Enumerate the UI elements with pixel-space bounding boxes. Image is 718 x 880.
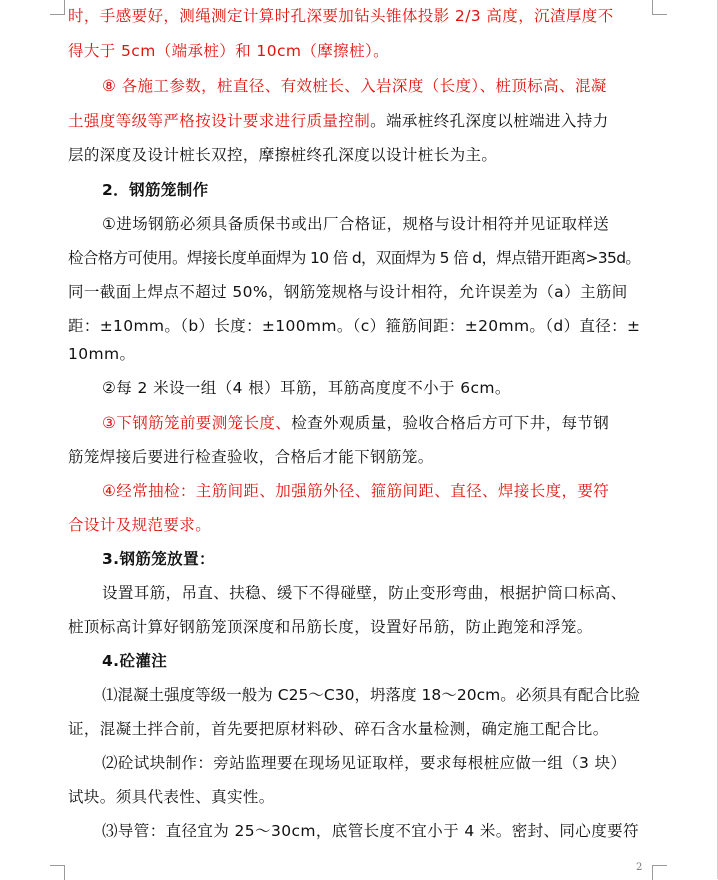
margin-corner-top-left — [50, 0, 65, 15]
paragraph-line: 合设计及规范要求。 — [68, 516, 212, 534]
section-heading: 3.钢筋笼放置： — [102, 550, 215, 568]
paragraph-line: ②每 2 米设一组（4 根）耳筋，耳筋高度度不小于 6cm。 — [102, 379, 511, 397]
paragraph-line: 桩顶标高计算好钢筋笼顶深度和吊筋长度，设置好吊筋，防止跑笼和浮笼。 — [68, 618, 593, 636]
paragraph-line: 得大于 5cm（端承桩）和 10cm（摩擦桩）。 — [68, 42, 390, 60]
page-number: 2 — [636, 862, 643, 873]
paragraph-line: ⑵砼试块制作：旁站监理要在现场见证取样，要求每根桩应做一组（3 块） — [102, 754, 627, 772]
paragraph-line: 10mm。 — [68, 345, 136, 363]
paragraph-line: 层的深度及设计桩长双控，摩擦桩终孔深度以设计桩长为主。 — [68, 146, 498, 164]
paragraph-line: ④经常抽检：主筋间距、加强筋外径、箍筋间距、直径、焊接长度，要符 — [102, 482, 610, 500]
paragraph-line: 土强度等级等严格按设计要求进行质量控制。端承桩终孔深度以桩端进入持力 — [68, 112, 609, 130]
paragraph-line: ⑶导管：直径宜为 25～30cm，底管长度不宜小于 4 米。密封、同心度要符 — [102, 822, 639, 840]
paragraph-line: 时，手感要好，测绳测定计算时孔深要加钻头锥体投影 2/3 高度，沉渣厚度不 — [68, 7, 614, 25]
paragraph-line: ⑴混凝土强度等级一般为 C25～C30，坍落度 18～20cm。必须具有配合比验 — [102, 686, 641, 704]
section-heading: 2．钢筋笼制作 — [102, 181, 209, 199]
paragraph-line: 距：±10mm。（b）长度：±100mm。（c）箍筋间距：±20mm。（d）直径：± — [68, 317, 641, 335]
paragraph-line: 设置耳筋，吊直、扶稳、缓下不得碰壁，防止变形弯曲，根据护筒口标高、 — [102, 584, 627, 602]
paragraph-line: 证，混凝土拌合前，首先要把原材料砂、碎石含水量检测，确定施工配合比。 — [68, 720, 609, 738]
section-heading: 4.砼灌注 — [102, 652, 168, 670]
paragraph-line: ①进场钢筋必须具备质保书或出厂合格证，规格与设计相符并见证取样送 — [102, 215, 610, 233]
paragraph-line: ⑧ 各施工参数，桩直径、有效桩长、入岩深度（长度）、桩顶标高、混凝 — [102, 77, 607, 95]
paragraph-line: 检合格方可使用。焊接长度单面焊为 10 倍 d，双面焊为 5 倍 d，焊点错开距离>35d。 — [68, 249, 641, 267]
margin-corner-bottom-left — [50, 865, 65, 880]
paragraph-line: ③下钢筋笼前要测笼长度、检查外观质量，验收合格后方可下井，每节钢 — [102, 414, 610, 432]
paragraph-line: 同一截面上焊点不超过 50%，钢筋笼规格与设计相符，允许误差为（a）主筋间 — [68, 283, 628, 301]
paragraph-line: 试块。须具代表性、真实性。 — [68, 788, 275, 806]
margin-corner-top-right — [652, 0, 667, 15]
margin-corner-bottom-right — [652, 865, 667, 880]
paragraph-line: 筋笼焊接后要进行检查验收，合格后才能下钢筋笼。 — [68, 448, 434, 466]
